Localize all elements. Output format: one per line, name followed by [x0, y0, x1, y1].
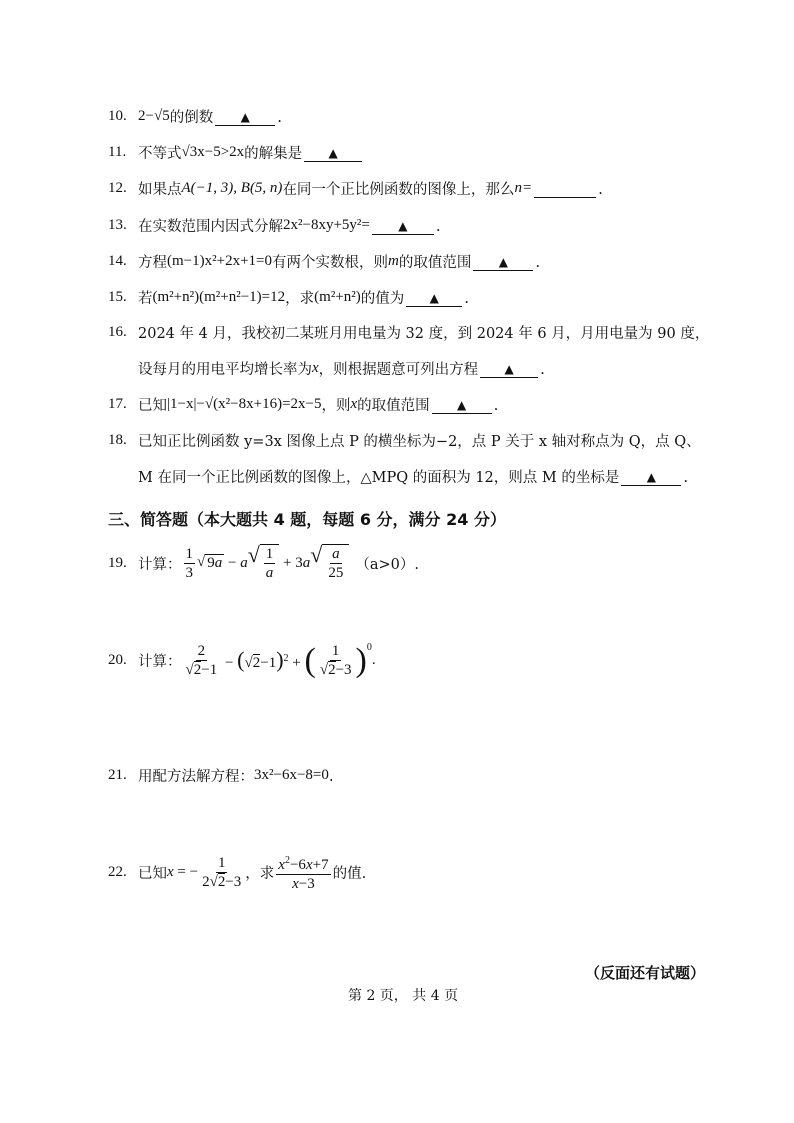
- period: .: [328, 766, 334, 785]
- expression: (m²+n²)(m²+n²−1)=12: [152, 289, 286, 305]
- period: .: [540, 359, 545, 378]
- question-text: 的取值范围: [357, 398, 430, 414]
- question-text: 在实数范围内因式分解: [138, 219, 283, 235]
- period: .: [464, 288, 470, 307]
- continued-note: （反面还有试题）: [585, 964, 706, 982]
- expression: 2x²−8xy+5y²=: [283, 217, 370, 233]
- question-text: 2024 年 4 月，我校初二某班月用电量为 32 度，到 2024 年 6 月，月用电量为 90 度，: [138, 326, 710, 342]
- expression: |1−x|−√(x²−8x+16)=2x−5: [167, 396, 322, 412]
- question-16-line2: [138, 358, 545, 379]
- question-number: 13.: [108, 217, 127, 233]
- question-number: 15.: [108, 289, 127, 305]
- question-text: 用配方法解方程：: [138, 769, 254, 785]
- question-text: ，则: [321, 398, 351, 414]
- answer-blank: ▲: [621, 467, 681, 486]
- question-number: 16.: [108, 324, 127, 340]
- variable: m: [388, 253, 399, 269]
- period: .: [535, 252, 541, 271]
- period: .: [493, 395, 499, 414]
- period: .: [683, 467, 689, 486]
- question-text: 设每月的用电平均增长率为: [138, 362, 312, 378]
- page-number: 第 2 页， 共 4 页: [348, 988, 459, 1004]
- question-17: [108, 394, 498, 415]
- question-19: [108, 544, 419, 582]
- question-text: 的值为: [360, 291, 405, 307]
- expression: n=: [514, 180, 533, 196]
- formula: $\frac{1}{3}$ √ 9a − a √ $\frac{1}{a}$ + 3a √ $\frac{a}{25}$: [182, 544, 350, 582]
- condition: （a>0）.: [355, 556, 419, 573]
- question-text: 若: [138, 291, 153, 307]
- question-text: 如果点: [138, 182, 182, 198]
- period: .: [598, 179, 603, 198]
- formula-given: x = − $\frac{1}{2√2-3}$: [167, 855, 242, 890]
- expression: (m²+n²): [314, 289, 361, 305]
- question-13: [108, 215, 441, 236]
- answer-blank: ▲: [372, 216, 434, 235]
- answer-blank: ▲: [406, 288, 462, 307]
- question-number: 19.: [108, 554, 127, 571]
- question-number: 22.: [108, 864, 127, 880]
- question-22: [108, 852, 366, 893]
- period: .: [277, 107, 282, 126]
- question-text: 的解集是: [244, 146, 303, 162]
- question-text: 已知: [138, 398, 167, 414]
- answer-blank: ▲: [432, 395, 492, 414]
- expression: (m−1)x²+2x+1=0: [167, 253, 272, 269]
- question-number: 12.: [108, 180, 127, 196]
- question-number: 11.: [108, 144, 127, 160]
- question-20: [108, 642, 376, 679]
- question-15: [108, 287, 469, 308]
- question-text: 的取值范围: [398, 255, 472, 271]
- expression: 3x²−6x−8=0: [254, 767, 329, 783]
- question-text: ，求: [285, 291, 315, 307]
- formula-target: $\frac{x^2-6x+7}{x-3}$: [274, 852, 332, 893]
- answer-blank: ▲: [473, 252, 533, 271]
- question-11: [108, 142, 364, 163]
- question-number: 21.: [108, 767, 127, 783]
- question-number: 10.: [108, 108, 127, 124]
- question-text: ，求: [245, 866, 275, 882]
- question-12: [108, 178, 603, 199]
- question-text: 有两个实数根，则: [272, 255, 388, 271]
- answer-blank: ▲: [480, 359, 538, 378]
- answer-blank: ▲: [304, 143, 362, 162]
- question-text: 的值.: [332, 866, 367, 882]
- question-text: 计算：: [138, 654, 182, 670]
- question-text: ，则根据题意可列出方程: [318, 362, 479, 378]
- question-text: 在同一个正比例函数的图像上，那么: [282, 182, 515, 198]
- question-text: 的倒数: [169, 110, 214, 126]
- question-text: 已知正比例函数 y=3x 图像上点 P 的横坐标为−2，点 P 关于 x 轴对称点为 Q，点 Q、: [138, 434, 701, 450]
- question-16: [108, 322, 709, 343]
- question-number: 14.: [108, 253, 127, 269]
- variable: x: [312, 360, 319, 376]
- section-heading: 三、简答题（本大题共 4 题，每题 6 分，满分 24 分）: [108, 510, 506, 529]
- question-text: 方程: [138, 255, 167, 271]
- question-number: 20.: [108, 652, 127, 668]
- expression: 2−√5: [138, 108, 170, 124]
- question-text: 不等式: [138, 146, 182, 162]
- formula: $\frac{2}{√2-1}$ − $(√2-1)^2$ + ( $\frac{1}{√2-3}$ ) 0 .: [185, 641, 376, 679]
- question-18: [108, 430, 701, 451]
- variable: x: [350, 396, 358, 412]
- question-21: [108, 765, 334, 786]
- expression: √3x−5>2x: [181, 144, 245, 160]
- question-10: [108, 106, 282, 127]
- question-number: 17.: [108, 396, 127, 412]
- question-18-line2: [138, 466, 688, 487]
- question-14: [108, 251, 540, 272]
- answer-blank: [534, 179, 596, 198]
- question-text: 计算：: [138, 556, 182, 573]
- question-text: M 在同一个正比例函数的图像上，△MPQ 的面积为 12，则点 M 的坐标是: [138, 470, 620, 486]
- question-text: 已知: [138, 866, 167, 882]
- period: .: [435, 216, 441, 235]
- answer-blank: ▲: [215, 107, 275, 126]
- question-number: 18.: [108, 432, 127, 448]
- expression: A(−1, 3), B(5, n): [181, 180, 283, 196]
